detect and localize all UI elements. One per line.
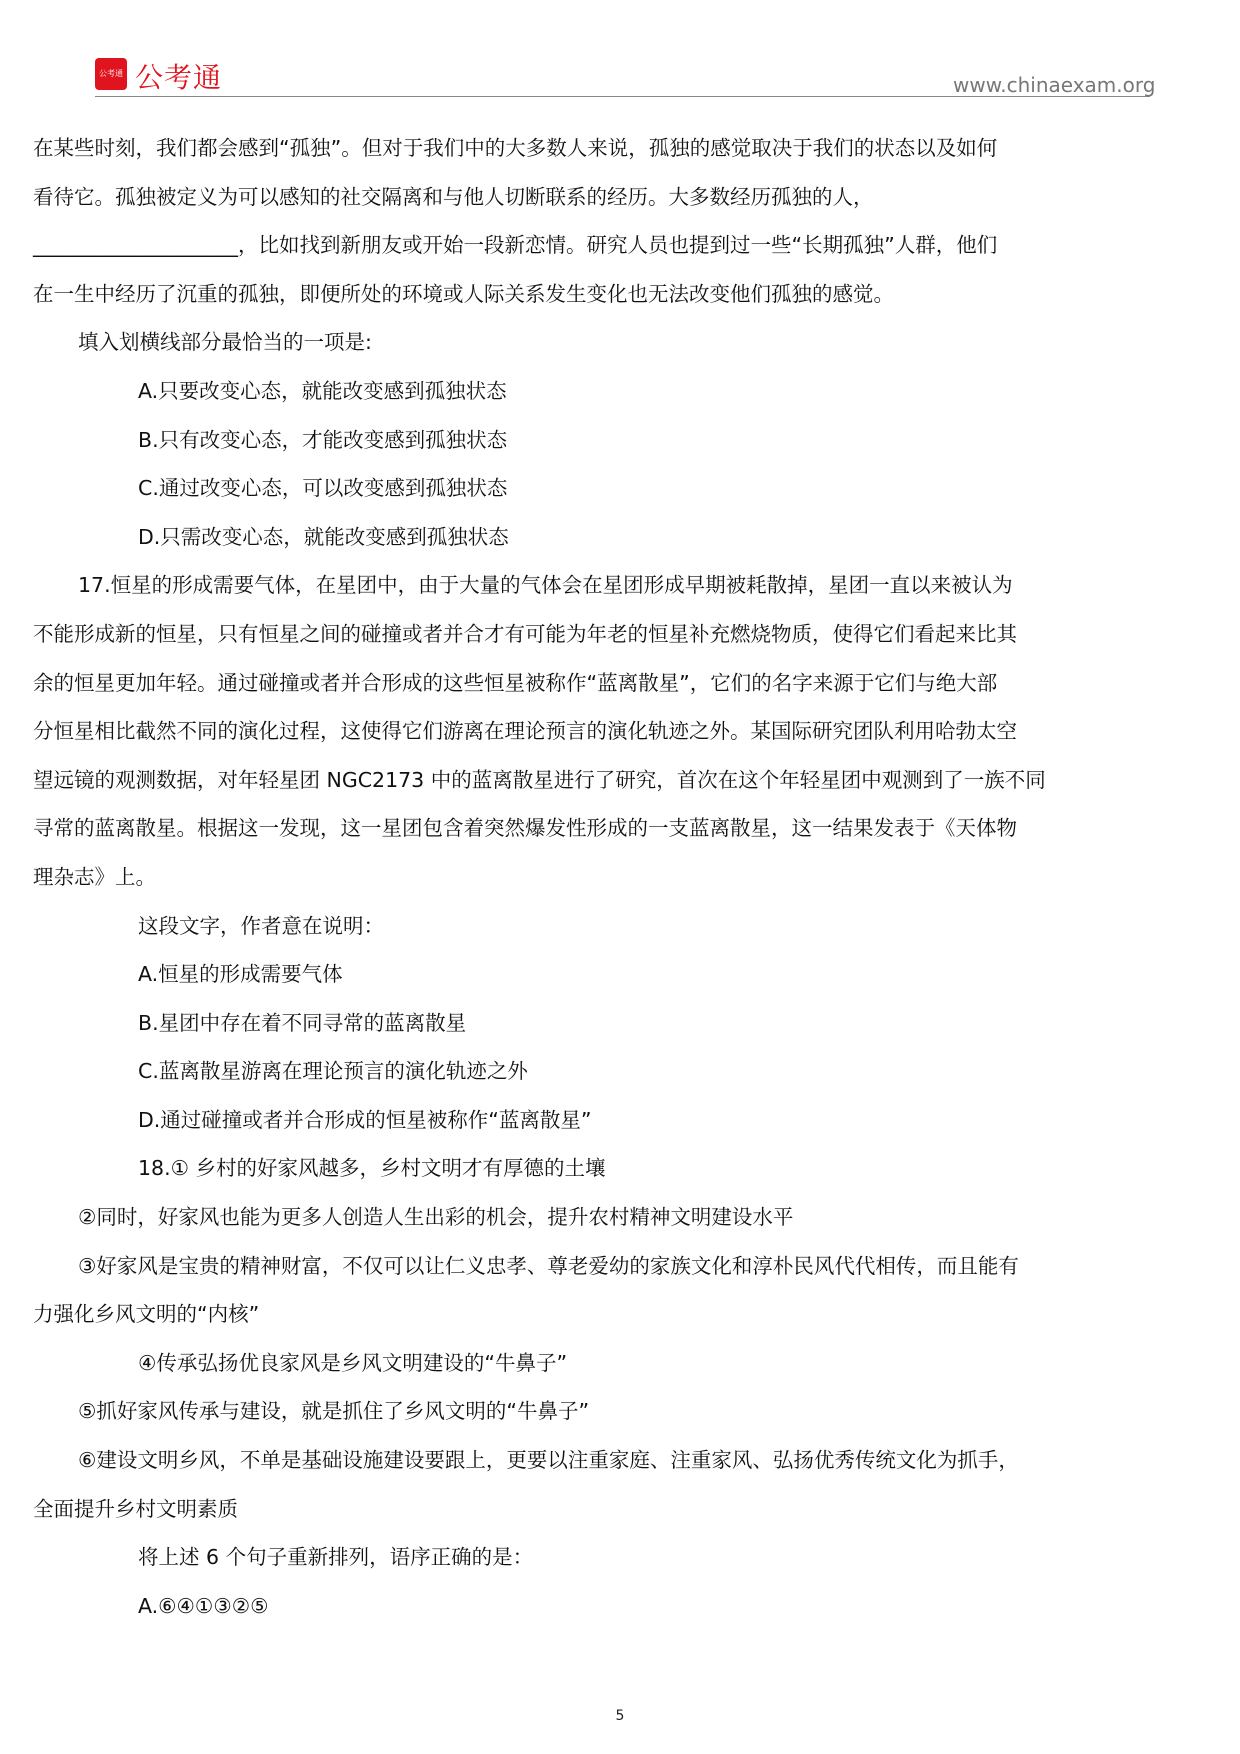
text-line: C.蓝离散星游离在理论预言的演化轨迹之外 — [138, 1059, 528, 1084]
document-body — [33, 124, 1213, 1630]
text-line: 望远镜的观测数据，对年轻星团 NGC2173 中的蓝离散星进行了研究，首次在这个年轻星团中观测到了一族不同 — [33, 767, 1046, 792]
text-line: 力强化乡风文明的“内核” — [33, 1302, 260, 1327]
text-line: 分恒星相比截然不同的演化过程，这使得它们游离在理论预言的演化轨迹之外。某国际研究团队利用哈勃太空 — [33, 719, 1017, 744]
text-line: ③好家风是宝贵的精神财富，不仅可以让仁义忠孝、尊老爱幼的家族文化和淳朴民风代代相传，而且能有 — [78, 1253, 1019, 1278]
text-line: 18.① 乡村的好家风越多，乡村文明才有厚德的土壤 — [138, 1156, 606, 1181]
text-line: B.只有改变心态，才能改变感到孤独状态 — [138, 427, 508, 452]
text-line: ⑤抓好家风传承与建设，就是抓住了乡风文明的“牛鼻子” — [78, 1399, 590, 1424]
text-line: 填入划横线部分最恰当的一项是: — [78, 330, 372, 355]
text-line: A.恒星的形成需要气体 — [138, 962, 343, 987]
logo-text: 公考通 — [135, 61, 223, 94]
text-line: 这段文字，作者意在说明： — [138, 913, 384, 938]
page-number: 5 — [615, 1708, 625, 1724]
text-line: D.通过碰撞或者并合形成的恒星被称作“蓝离散星” — [138, 1107, 592, 1132]
text-line: ④传承弘扬优良家风是乡风文明建设的“牛鼻子” — [138, 1350, 568, 1375]
text-line: 余的恒星更加年轻。通过碰撞或者并合形成的这些恒星被称作“蓝离散星”，它们的名字来源于它们与绝大部 — [33, 670, 998, 695]
text-line: A.⑥④①③②⑤ — [138, 1593, 269, 1618]
text-line: D.只需改变心态，就能改变感到孤独状态 — [138, 524, 509, 549]
text-line: ⑥建设文明乡风，不单是基础设施建设要跟上，更要以注重家庭、注重家风、弘扬优秀传统文化为抓手， — [78, 1448, 1019, 1473]
text-line: ②同时，好家风也能为更多人创造人生出彩的机会，提升农村精神文明建设水平 — [78, 1205, 794, 1230]
text-line: 理杂志》上。 — [33, 864, 156, 889]
text-line: 全面提升乡村文明素质 — [33, 1496, 238, 1521]
text-line: C.通过改变心态，可以改变感到孤独状态 — [138, 476, 508, 501]
text-line: 在一生中经历了沉重的孤独，即便所处的环境或人际关系发生变化也无法改变他们孤独的感觉。 — [33, 281, 894, 306]
text-line: 在某些时刻，我们都会感到“孤独”。但对于我们中的大多数人来说，孤独的感觉取决于我们的状态以及如何 — [33, 136, 998, 160]
text-line: ____________________，比如找到新朋友或开始一段新恋情。研究人员也提到过一些“长期孤独”人群，他们 — [33, 233, 998, 258]
text-line: 不能形成新的恒星，只有恒星之间的碰撞或者并合才有可能为年老的恒星补充燃烧物质，使得它们看起来比其 — [33, 621, 1017, 646]
header-url: www.chinaexam.org — [953, 73, 1156, 97]
text-line: A.只要改变心态，就能改变感到孤独状态 — [138, 378, 507, 403]
text-line: 寻常的蓝离散星。根据这一发现，这一星团包含着突然爆发性形成的一支蓝离散星，这一结果发表于《天体物 — [33, 816, 1017, 841]
text-line: B.星团中存在着不同寻常的蓝离散星 — [138, 1010, 467, 1035]
text-line: 17.恒星的形成需要气体，在星团中，由于大量的气体会在星团形成早期被耗散掉，星团一直以来被认为 — [78, 573, 1013, 598]
logo-badge: 公考通 — [95, 58, 127, 90]
text-line: 看待它。孤独被定义为可以感知的社交隔离和与他人切断联系的经历。大多数经历孤独的人， — [33, 184, 874, 209]
text-line: 将上述 6 个句子重新排列，语序正确的是： — [138, 1545, 534, 1570]
